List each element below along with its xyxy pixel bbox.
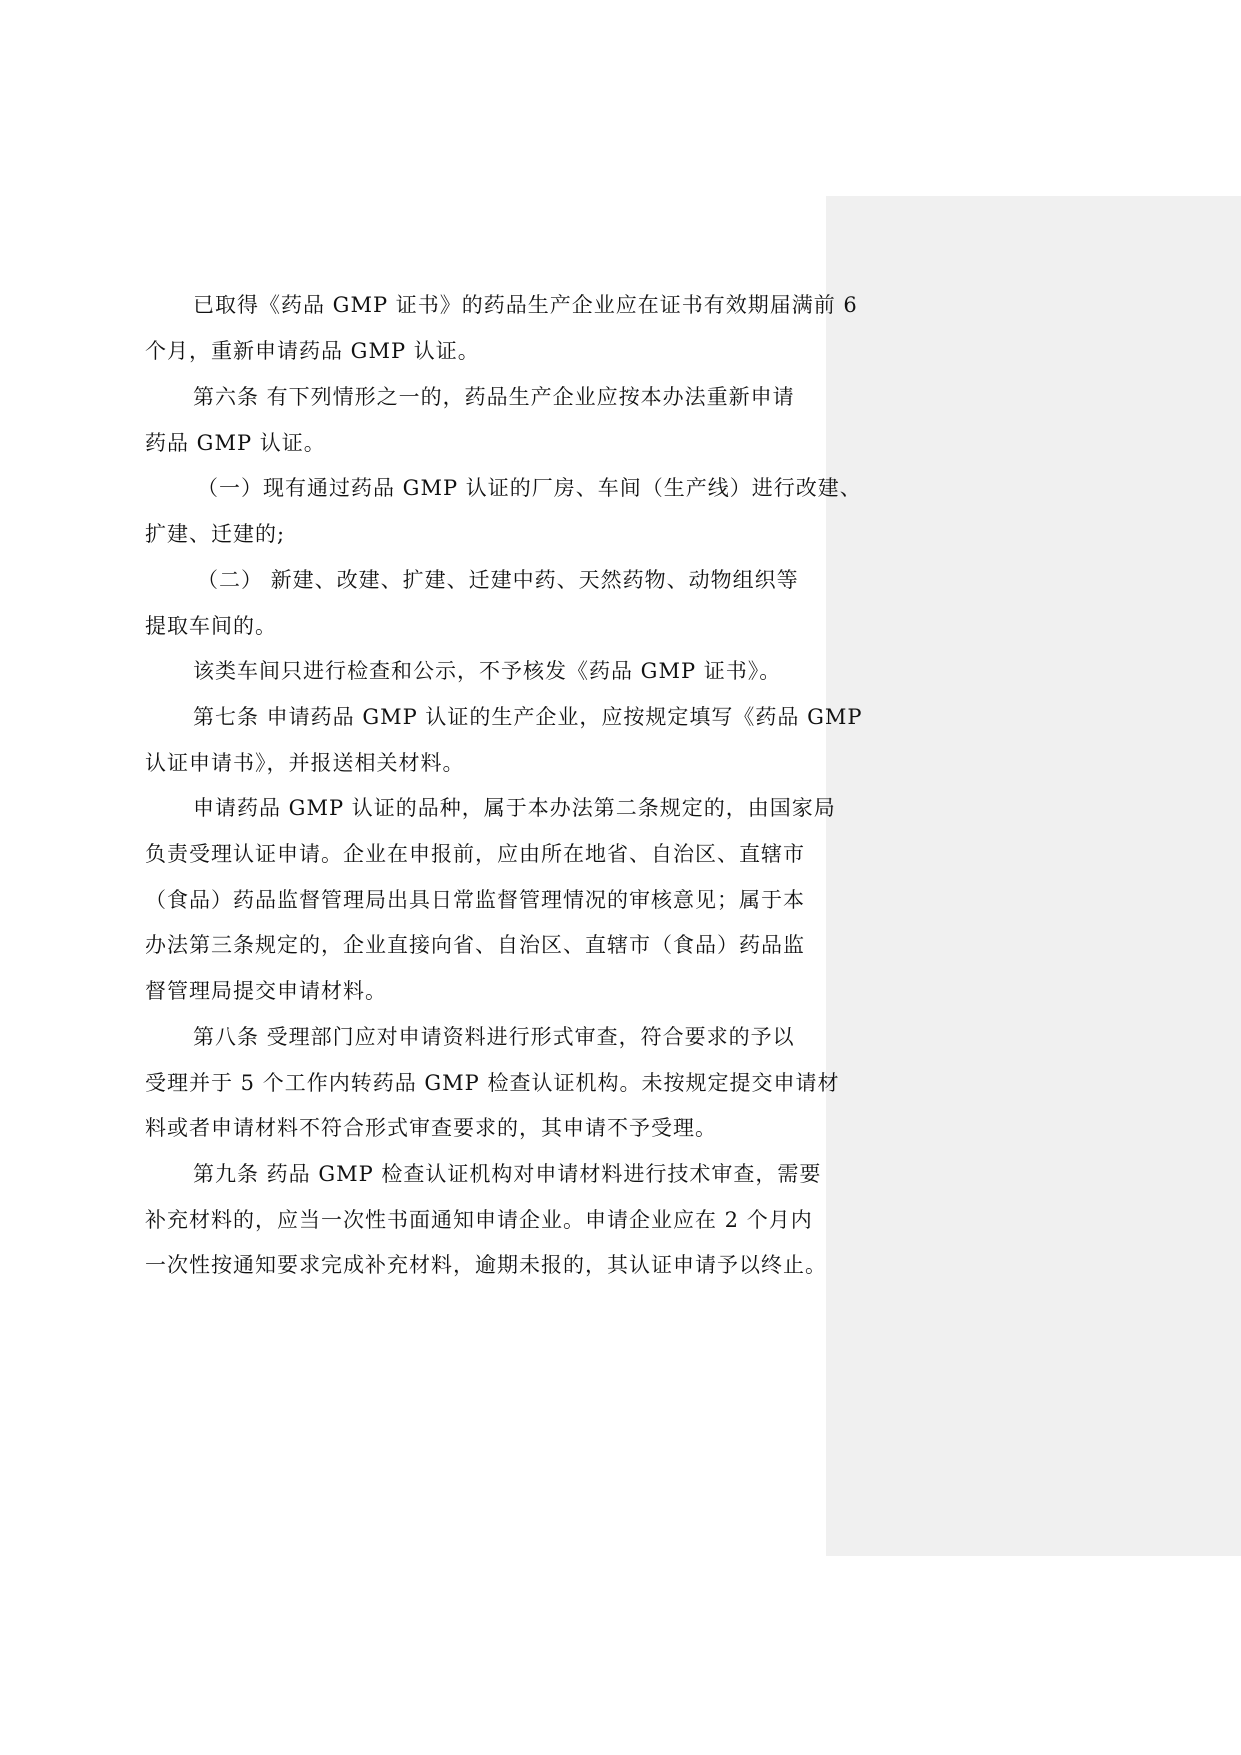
- text-line: 受理并于 5 个工作内转药品 GMP 检查认证机构。未按规定提交申请材: [145, 1071, 840, 1095]
- text-line: 已取得《药品 GMP 证书》的药品生产企业应在证书有效期届满前 6: [193, 293, 858, 317]
- text-line: 一次性按通知要求完成补充材料，逾期未报的，其认证申请予以终止。: [145, 1253, 827, 1277]
- text-line: 认证申请书》，并报送相关材料。: [145, 751, 465, 775]
- text-line: 申请药品 GMP 认证的品种，属于本办法第二条规定的，由国家局: [193, 796, 836, 820]
- text-line: 个月，重新申请药品 GMP 认证。: [145, 339, 480, 363]
- text-line: 扩建、迁建的;: [145, 522, 286, 546]
- comment-pane: [826, 196, 1241, 1556]
- text-line: 提取车间的。: [145, 614, 277, 638]
- list-item: （二） 新建、改建、扩建、迁建中药、天然药物、动物组织等: [197, 568, 799, 592]
- text-line: 药品 GMP 认证。: [145, 431, 326, 455]
- article-line: 第七条 申请药品 GMP 认证的生产企业，应按规定填写《药品 GMP: [193, 705, 863, 729]
- text-line: 补充材料的，应当一次性书面通知申请企业。申请企业应在 2 个月内: [145, 1208, 813, 1232]
- text-line: 负责受理认证申请。企业在申报前，应由所在地省、自治区、直辖市: [145, 842, 805, 866]
- article-line: 第六条 有下列情形之一的，药品生产企业应按本办法重新申请: [193, 385, 795, 409]
- text-line: （食品）药品监督管理局出具日常监督管理情况的审核意见；属于本: [145, 888, 805, 912]
- text-line: 督管理局提交申请材料。: [145, 979, 387, 1003]
- text-line: 该类车间只进行检查和公示，不予核发《药品 GMP 证书》。: [193, 659, 782, 683]
- article-line: 第八条 受理部门应对申请资料进行形式审查，符合要求的予以: [193, 1025, 795, 1049]
- text-line: 料或者申请材料不符合形式审查要求的，其申请不予受理。: [145, 1116, 717, 1140]
- list-item: （一）现有通过药品 GMP 认证的厂房、车间（生产线）进行改建、: [197, 476, 862, 500]
- text-line: 办法第三条规定的，企业直接向省、自治区、直辖市（食品）药品监: [145, 933, 805, 957]
- article-line: 第九条 药品 GMP 检查认证机构对申请材料进行技术审查，需要: [193, 1162, 822, 1186]
